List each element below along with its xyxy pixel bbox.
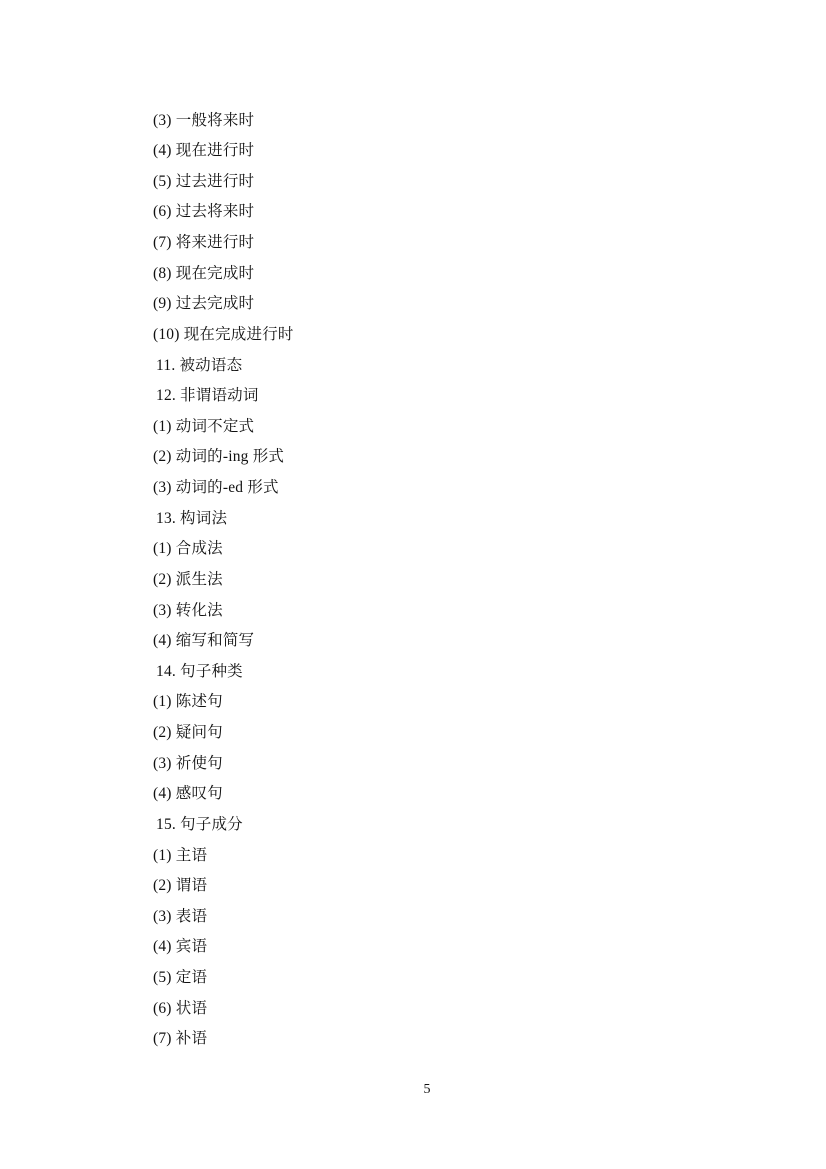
list-item: (4) 缩写和简写 <box>153 632 255 650</box>
list-item: (4) 感叹句 <box>153 785 223 803</box>
list-item: (8) 现在完成时 <box>153 264 255 282</box>
list-item: (5) 过去进行时 <box>153 172 255 190</box>
list-item: (1) 陈述句 <box>153 693 223 711</box>
list-item: (1) 主语 <box>153 846 208 864</box>
section-heading: 15. 句子成分 <box>156 815 243 833</box>
list-item: (9) 过去完成时 <box>153 295 255 313</box>
section-heading: 14. 句子种类 <box>156 662 243 680</box>
list-item: (2) 谓语 <box>153 877 208 895</box>
list-item: (1) 动词不定式 <box>153 417 255 435</box>
list-item: (1) 合成法 <box>153 540 223 558</box>
list-item: (2) 疑问句 <box>153 724 223 742</box>
list-item: (2) 派生法 <box>153 570 223 588</box>
list-item: (10) 现在完成进行时 <box>153 325 294 343</box>
list-item: (3) 表语 <box>153 907 208 925</box>
list-item: (7) 补语 <box>153 1030 208 1048</box>
document-body <box>153 105 713 1054</box>
section-heading: 13. 构词法 <box>156 509 228 527</box>
list-item: (7) 将来进行时 <box>153 234 255 252</box>
list-item: (6) 状语 <box>153 999 208 1017</box>
list-item: (3) 动词的-ed 形式 <box>153 479 279 497</box>
section-heading: 12. 非谓语动词 <box>156 387 259 405</box>
list-item: (3) 祈使句 <box>153 754 223 772</box>
list-item: (6) 过去将来时 <box>153 203 255 221</box>
list-item: (3) 转化法 <box>153 601 223 619</box>
section-heading: 11. 被动语态 <box>156 356 243 374</box>
page-number: 5 <box>423 1082 431 1097</box>
list-item: (4) 宾语 <box>153 938 208 956</box>
list-item: (4) 现在进行时 <box>153 142 255 160</box>
list-item: (2) 动词的-ing 形式 <box>153 448 285 466</box>
list-item: (5) 定语 <box>153 969 208 987</box>
list-item: (3) 一般将来时 <box>153 111 255 129</box>
